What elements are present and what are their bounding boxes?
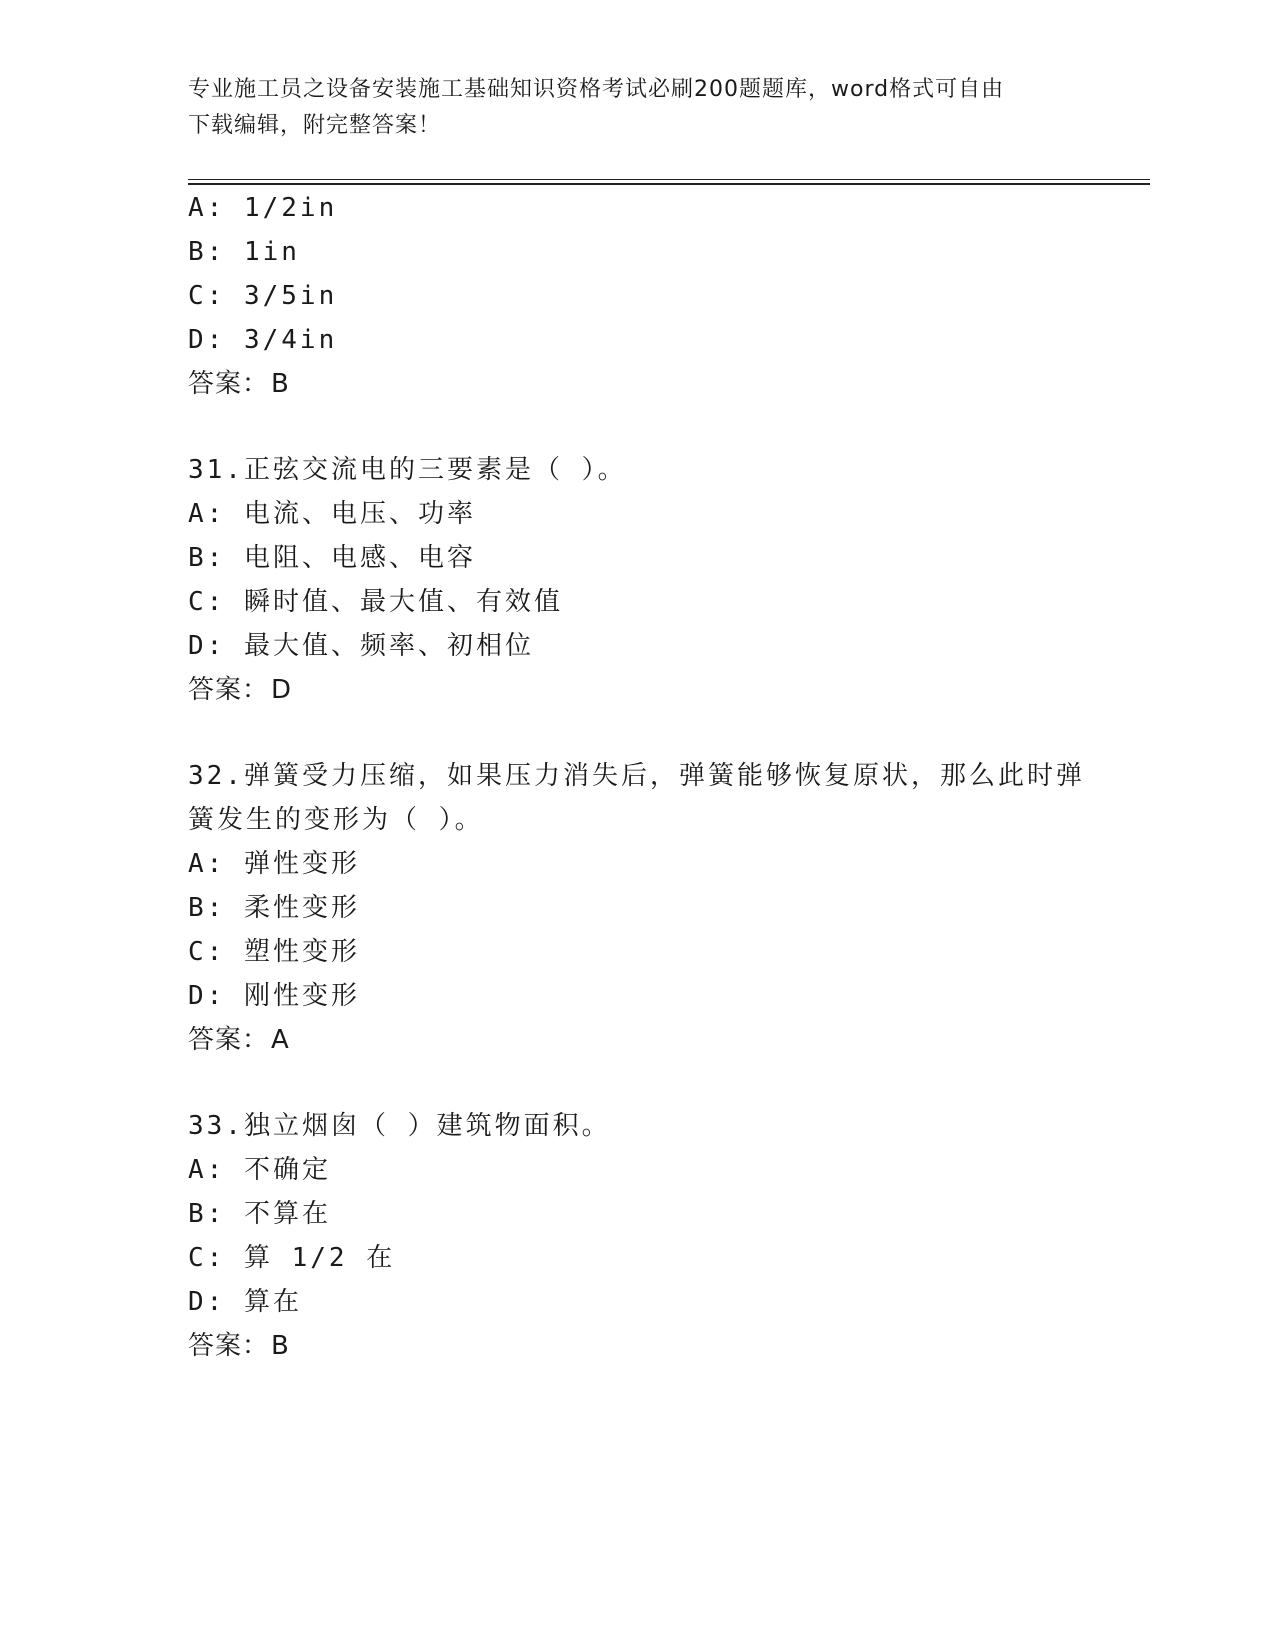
q32-question-line-1: 32.弹簧受力压缩，如果压力消失后，弹簧能够恢复原状，那么此时弹	[188, 761, 1085, 791]
q32-option-a: A: 弹性变形	[188, 849, 360, 879]
header-line-1: 专业施工员之设备安装施工基础知识资格考试必刷200题题库，word格式可自由	[188, 77, 1005, 102]
q32-answer	[188, 1022, 290, 1058]
q33-answer	[188, 1328, 290, 1364]
q32-option-c: C: 塑性变形	[188, 937, 360, 967]
answer-label: 答案：	[188, 675, 270, 705]
q30-option-c: C: 3/5in	[188, 281, 338, 311]
document-header	[188, 72, 1088, 144]
q30-answer	[188, 366, 290, 402]
q33-question: 33.独立烟囱（ ）建筑物面积。	[188, 1111, 611, 1141]
q31-option-b: B: 电阻、电感、电容	[188, 543, 476, 573]
answer-label: 答案：	[188, 369, 270, 399]
q31-question: 31.正弦交流电的三要素是（ ）。	[188, 455, 627, 485]
header-divider-thin	[188, 179, 1150, 180]
q32-option-b: B: 柔性变形	[188, 893, 360, 923]
q33-option-b: B: 不算在	[188, 1199, 331, 1229]
q32-option-d: D: 刚性变形	[188, 981, 360, 1011]
q32-question-line-2: 簧发生的变形为（ ）。	[188, 805, 484, 835]
answer-value: B	[271, 369, 290, 399]
q31-answer	[188, 672, 292, 708]
q31-option-c: C: 瞬时值、最大值、有效值	[188, 587, 563, 617]
answer-label: 答案：	[188, 1331, 270, 1361]
q30-option-b: B: 1in	[188, 237, 300, 267]
answer-value: B	[271, 1331, 290, 1361]
q33-option-c: C: 算 1/2 在	[188, 1243, 396, 1273]
q33-option-d: D: 算在	[188, 1287, 302, 1317]
q31-option-a: A: 电流、电压、功率	[188, 499, 476, 529]
q31-option-d: D: 最大值、频率、初相位	[188, 631, 534, 661]
answer-label: 答案：	[188, 1025, 270, 1055]
answer-value: D	[271, 675, 293, 705]
header-line-2: 下载编辑，附完整答案！	[188, 113, 442, 138]
q33-option-a: A: 不确定	[188, 1155, 331, 1185]
q30-option-d: D: 3/4in	[188, 325, 338, 355]
answer-value: A	[271, 1025, 290, 1055]
q30-option-a: A: 1/2in	[188, 193, 338, 223]
header-divider-thick	[188, 183, 1150, 185]
